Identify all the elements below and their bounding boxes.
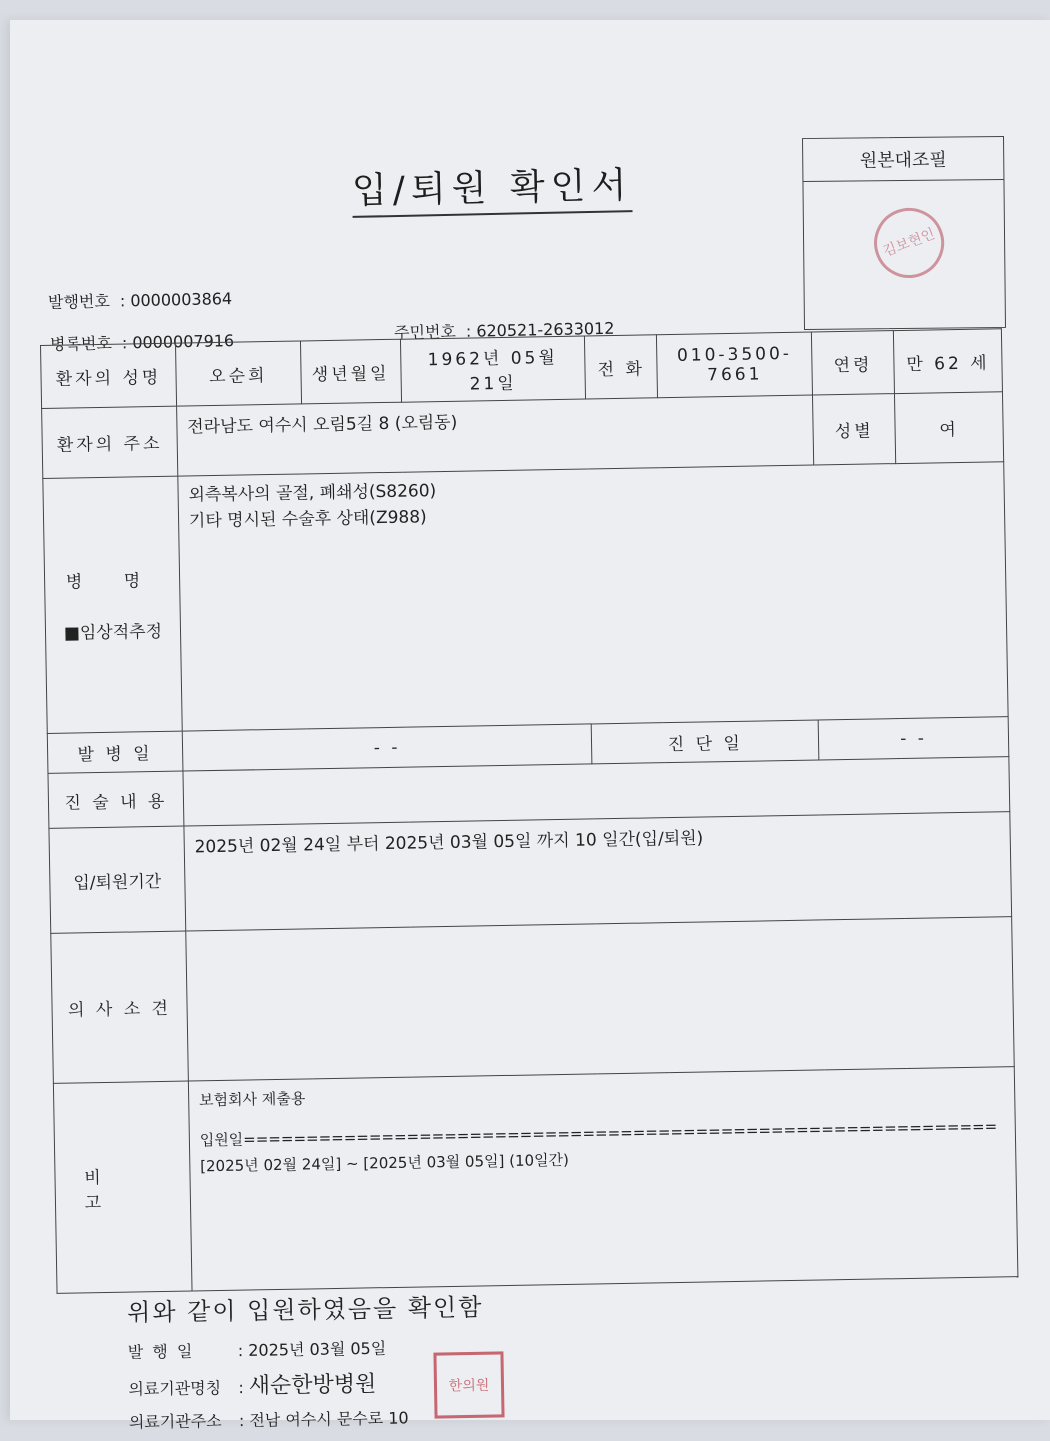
diagnosis-value [178,462,1008,731]
onset-value: - - [182,724,592,771]
opinion-label: 의 사 소 견 [51,931,188,1083]
address-label: 환자의 주소 [42,406,178,478]
sex-value: 여 [895,392,1004,464]
original-verified-header: 원본대조필 [803,137,1003,182]
phone-value: 010-3500-7661 [657,332,813,398]
confirmation-text: 위와 같이 입원하였음을 확인함 [126,1293,484,1327]
hospital-seal-text: 한의원 [448,1377,490,1395]
patient-name-value: 오순희 [175,341,301,406]
dob-value: 1962년 05월 21일 [400,336,586,402]
issue-date-label: 발 행 일 [127,1341,195,1362]
confirmation-footer [127,1287,486,1441]
hospital-name: 새순한방병원 [248,1371,377,1399]
resident-number-label: 주민번호 [393,322,457,343]
chart-number: 병록번호 : 0000007916 [49,331,235,354]
age-label: 연령 [812,331,895,395]
diagnosis-sublabel: ■임상적추정 [63,621,163,644]
remarks-row [53,1067,1018,1294]
issue-number-label: 발행번호 [47,291,111,312]
patient-name-label: 환자의 성명 [41,343,177,408]
diagnosis-date-value: - - [818,717,1009,760]
verification-seal [864,198,954,288]
period-row [49,812,1012,934]
issue-number: 발행번호 : 0000003864 [47,289,233,312]
onset-label: 발 병 일 [47,731,183,773]
hospital-address-value: 전남 여수시 문수로 10 [249,1408,409,1430]
admission-form-table [40,328,1018,1294]
age-value: 만 62 세 [893,329,1002,394]
opinion-row [51,917,1014,1084]
diagnosis-label-cell [43,476,182,733]
diagnosis-row [43,462,1008,734]
opinion-value [186,917,1015,1081]
diagnosis-label: 병 명 [65,570,159,593]
chart-number-value: 0000007916 [132,331,235,353]
statement-label: 진 술 내 용 [48,771,184,828]
hospital-address-label: 의료기관주소 [128,1411,222,1432]
remarks-label: 비 고 [53,1081,191,1293]
remarks-line: [2025년 02월 24일] ~ [2025년 03월 05일] (10일간) [200,1150,570,1176]
phone-label: 전 화 [585,335,658,399]
chart-number-label: 병록번호 [49,333,113,354]
remarks-value [188,1067,1018,1291]
hospital-label: 의료기관명칭 [128,1378,222,1399]
hospital-address-row: 의료기관주소 : 전남 여수시 문수로 10 [128,1408,409,1432]
resident-number-value: 620521-2633012 [476,318,615,341]
period-value: 2025년 02월 24일 부터 2025년 03월 05일 까지 10 일간(입/퇴원) [184,812,1012,931]
remarks-line: 보험회사 제출용 [198,1089,306,1110]
resident-number: 주민번호 : 620521-2633012 [393,318,615,343]
document-title: 입/퇴원 확인서 [351,157,632,218]
hospital-row: 의료기관명칭 : 새순한방병원 [128,1371,377,1399]
diagnosis-line: 외측복사의 골절, 폐쇄성(S8260) [188,481,437,506]
hospital-seal [433,1351,504,1418]
seal-text: 김보현인 [880,225,938,260]
remarks-line: 입원일============================================================ [199,1117,998,1150]
issue-date-value: 2025년 03월 05일 [248,1338,387,1360]
original-verified-box [802,136,1006,330]
diagnosis-date-label: 진 단 일 [592,720,819,764]
issue-date-row: 발 행 일 : 2025년 03월 05일 [127,1338,387,1362]
period-label: 입/퇴원기간 [49,826,186,933]
dob-label: 생년월일 [300,339,401,404]
diagnosis-line: 기타 명시된 수술후 상태(Z988) [188,507,427,532]
issue-number-value: 0000003864 [130,289,233,311]
sex-label: 성별 [813,394,896,465]
address-value: 전라남도 여수시 오림5길 8 (오림동) [176,395,813,476]
